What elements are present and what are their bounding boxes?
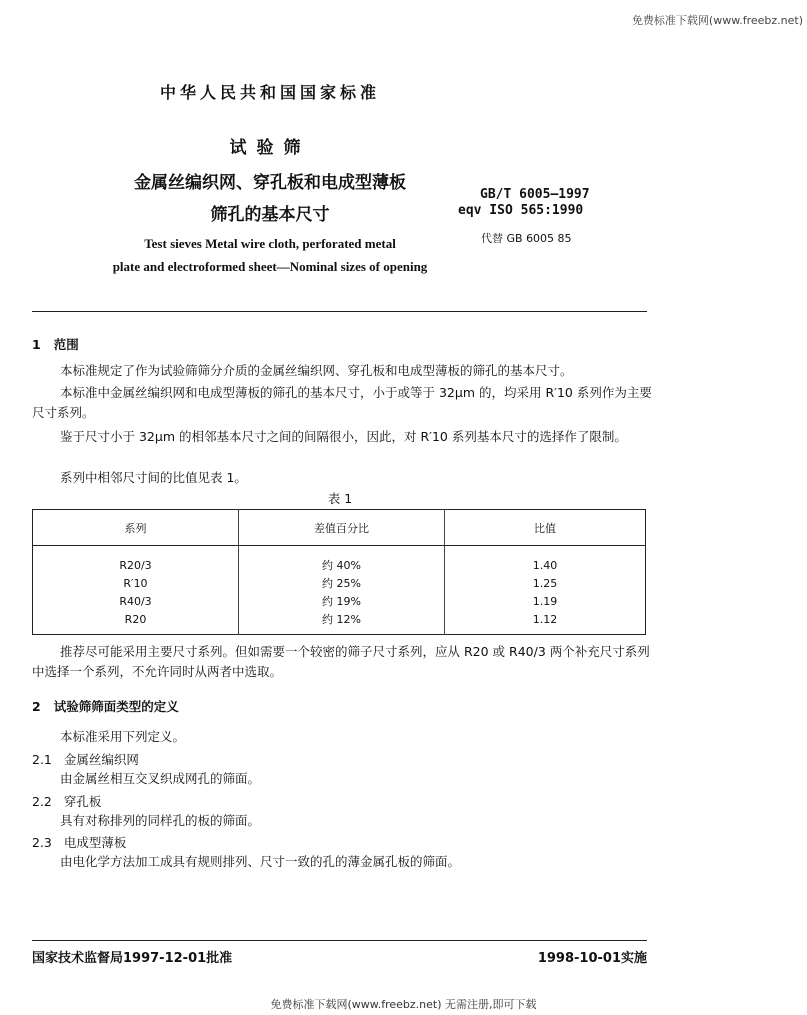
table1 <box>32 509 646 635</box>
table-cell-difference: 约 19% <box>239 592 445 610</box>
footer-divider <box>32 940 647 941</box>
table-cell-difference: 约 40% <box>239 546 445 575</box>
standard-code: GB/T 6005—1997 <box>480 187 590 202</box>
table-cell-series: R20/3 <box>33 546 239 575</box>
subsection-2-3-text: 由电化学方法加工成具有规则排列、尺寸一致的孔的薄金属孔板的筛面。 <box>60 854 461 869</box>
standard-equivalent: eqv ISO 565:1990 <box>458 203 584 218</box>
section1-title: 范围 <box>53 337 79 352</box>
table-cell-series: R40/3 <box>33 592 239 610</box>
watermark-top: 免费标准下载网(www.freebz.net) <box>631 14 803 27</box>
table-cell-ratio: 1.12 <box>532 612 558 626</box>
table-header-difference: 差值百分比 <box>239 510 445 546</box>
header-divider <box>32 311 647 312</box>
section1-paragraph3: 鉴于尺寸小于 32μm 的相邻基本尺寸之间的间隔很小，因此，对 R′10 系列基本尺寸的选择作了限制。 <box>60 429 627 444</box>
implementation-date: 1998-10-01实施 <box>537 951 647 966</box>
table-cell-series: R′10 <box>33 574 239 592</box>
section1-paragraph5: 推荐尽可能采用主要尺寸系列。但如需要一个较密的筛子尺寸系列，应从 R20 或 R40/3 两个补充尺寸系列中选择一个系列，不允许同时从两者中选取。 <box>32 644 650 679</box>
table-row <box>33 592 646 610</box>
document-title-line1: 试验筛 <box>229 138 311 158</box>
table1-caption: 表 1 <box>327 491 353 506</box>
english-title-line2: plate and electroformed sheet—Nominal sizes of opening <box>112 259 428 274</box>
section1-heading <box>32 335 652 355</box>
section1-paragraph2: 本标准中金属丝编织网和电成型薄板的筛孔的基本尺寸，小于或等于 32μm 的，均采用 R′10 系列作为主要尺寸系列。 <box>32 385 652 420</box>
table-header-ratio: 比值 <box>445 510 646 546</box>
table-cell-ratio: 1.19 <box>532 594 558 608</box>
approval-date: 国家技术监督局1997-12-01批准 <box>32 951 233 966</box>
subsection-2-2-number: 2.2 <box>32 794 52 809</box>
subsection-2-1-heading <box>32 750 652 770</box>
watermark-bottom: 免费标准下载网(www.freebz.net) 无需注册,即可下载 <box>270 998 537 1011</box>
table-row <box>33 546 646 575</box>
subsection-2-2-text: 具有对称排列的同样孔的板的筛面。 <box>60 813 261 828</box>
national-standard-heading: 中华人民共和国国家标准 <box>159 83 380 102</box>
standard-replaces: 代替 GB 6005 85 <box>481 232 572 245</box>
table-cell-ratio: 1.40 <box>532 558 558 572</box>
section2-number: 2 <box>32 699 41 714</box>
table-row <box>33 610 646 635</box>
section2-heading <box>32 697 652 717</box>
subsection-2-3-title: 电成型薄板 <box>63 835 127 850</box>
subsection-2-1-text: 由金属丝相互交叉织成网孔的筛面。 <box>60 771 261 786</box>
section2-intro: 本标准采用下列定义。 <box>60 729 186 744</box>
section1-paragraph4: 系列中相邻尺寸间的比值见表 1。 <box>60 470 247 485</box>
document-title-line2: 金属丝编织网、穿孔板和电成型薄板 <box>134 173 406 193</box>
english-title-line1: Test sieves Metal wire cloth, perforated metal <box>144 236 396 251</box>
table-header-series: 系列 <box>33 510 239 546</box>
subsection-2-1-number: 2.1 <box>32 752 52 767</box>
section1-number: 1 <box>32 337 41 352</box>
table-cell-ratio: 1.25 <box>532 576 558 590</box>
section1-paragraph1: 本标准规定了作为试验筛筛分介质的金属丝编织网、穿孔板和电成型薄板的筛孔的基本尺寸。 <box>60 363 573 378</box>
subsection-2-1-title: 金属丝编织网 <box>63 752 139 767</box>
table-cell-difference: 约 25% <box>239 574 445 592</box>
subsection-2-3-heading <box>32 833 652 853</box>
table-cell-series: R20 <box>33 610 239 635</box>
table-row <box>33 574 646 592</box>
table-header-row <box>33 510 646 546</box>
subsection-2-2-heading <box>32 792 652 812</box>
section2-title: 试验筛筛面类型的定义 <box>53 699 179 714</box>
subsection-2-3-number: 2.3 <box>32 835 52 850</box>
subsection-2-2-title: 穿孔板 <box>63 794 102 809</box>
document-title-line3: 筛孔的基本尺寸 <box>210 205 330 225</box>
table-cell-difference: 约 12% <box>239 610 445 635</box>
